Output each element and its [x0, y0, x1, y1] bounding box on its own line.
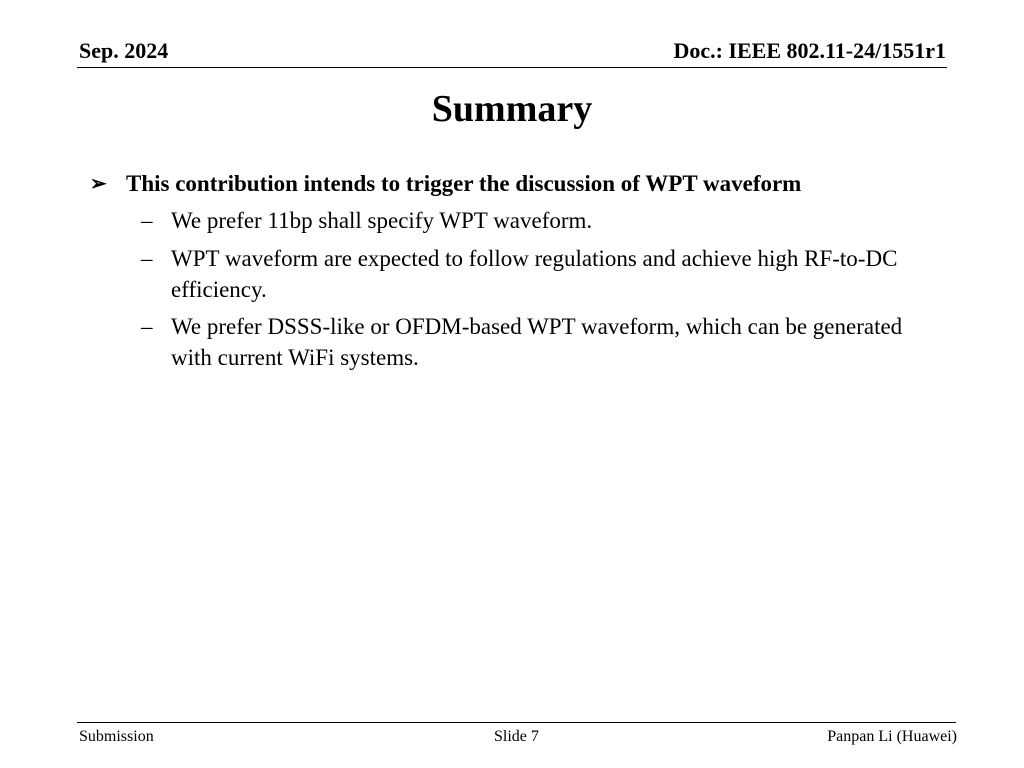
- footer-slide-number: Slide 7: [494, 728, 539, 745]
- header-divider: [77, 67, 947, 68]
- header-date: Sep. 2024: [79, 38, 169, 63]
- sub-bullet-text: We prefer DSSS-like or OFDM-based WPT waveform, which can be generated with current WiFi systems.: [171, 314, 903, 370]
- slide-title: Summary: [431, 88, 593, 130]
- footer-author: Panpan Li (Huawei): [827, 728, 957, 745]
- dash-bullet-icon: –: [141, 314, 153, 339]
- sub-bullet-text: We prefer 11bp shall specify WPT waveform.: [171, 208, 593, 233]
- sub-bullet-text: WPT waveform are expected to follow regulations and achieve high RF-to-DC efficiency.: [171, 246, 898, 302]
- header-doc-id: Doc.: IEEE 802.11-24/1551r1: [673, 38, 946, 63]
- arrow-bullet-icon: ➢: [90, 173, 107, 195]
- dash-bullet-icon: –: [141, 208, 153, 233]
- dash-bullet-icon: –: [141, 246, 153, 271]
- footer-submission: Submission: [79, 728, 154, 745]
- footer-divider: [77, 722, 956, 723]
- main-bullet-text: This contribution intends to trigger the discussion of WPT waveform: [126, 171, 802, 196]
